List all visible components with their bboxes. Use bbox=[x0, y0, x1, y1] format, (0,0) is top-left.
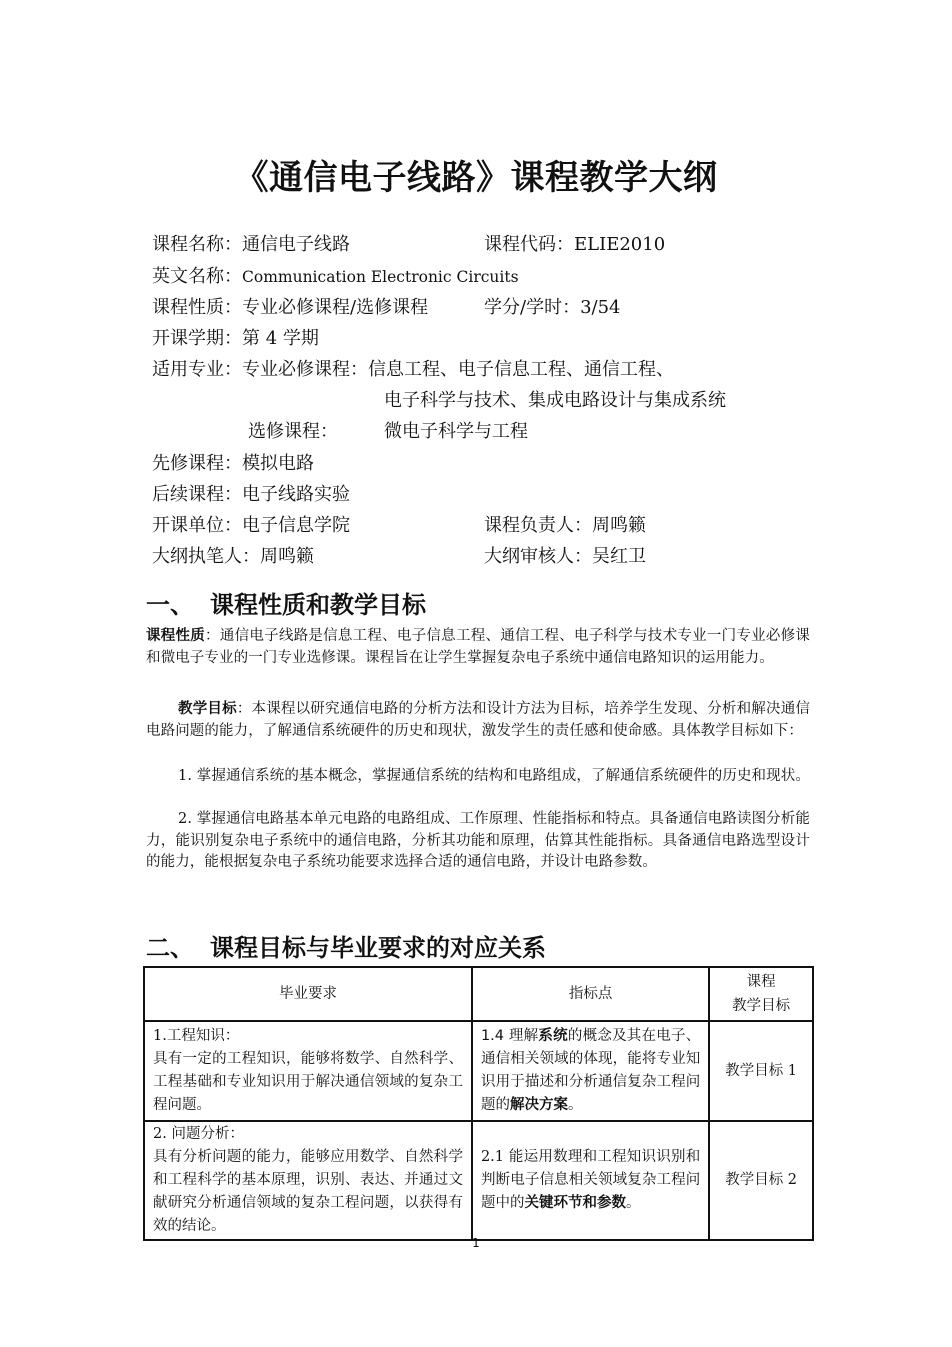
reviewer-label: 大纲审核人： bbox=[484, 546, 592, 567]
teaching-goals-text: ：本课程以研究通信电路的分析方法和设计方法为目标，培养学生发现、分析和解决通信电路问题的能力，了解通信系统硬件的历史和现状，激发学生的责任感和使命感。具体教学目标如下： bbox=[146, 701, 810, 739]
leader-label: 课程负责人： bbox=[484, 515, 592, 536]
credits-value: 3/54 bbox=[580, 297, 621, 318]
course-name-label: 课程名称： bbox=[152, 234, 242, 255]
indicator-number: 1.4 bbox=[480, 1028, 505, 1044]
section-2-heading bbox=[146, 928, 546, 963]
semester-value: 第 4 学期 bbox=[242, 328, 319, 349]
indicator-cell bbox=[472, 1021, 709, 1121]
goal-cell: 教学目标 1 bbox=[709, 1021, 813, 1121]
requirement-title: 1.工程知识： bbox=[153, 1028, 240, 1044]
course-nature-term: 课程性质 bbox=[146, 627, 206, 644]
info-row-nature bbox=[152, 295, 621, 321]
requirement-title: 2. 问题分析： bbox=[153, 1126, 244, 1142]
semester-label: 开课学期： bbox=[152, 328, 242, 349]
table-header-row bbox=[144, 967, 813, 1021]
table-row bbox=[144, 1121, 813, 1240]
majors-label: 适用专业： bbox=[152, 359, 242, 380]
page-title: 《通信电子线路》课程教学大纲 bbox=[234, 158, 718, 198]
header-course-goal-line2: 教学目标 bbox=[732, 998, 791, 1014]
paragraph-goal-2: 2. 掌握通信电路基本单元电路的电路组成、工作原理、性能指标和特点。具备通信电路读图分析能力，能识别复杂电子系统中的通信电路，分析其功能和原理，估算其性能指标。具备通信电路选型设计的能力，能根据复杂电子系统功能要求选择合适的通信电路，并设计电路参数。 bbox=[146, 811, 810, 870]
paragraph-goal-1: 1. 掌握通信系统的基本概念，掌握通信系统的结构和电路组成，了解通信系统硬件的历史和现状。 bbox=[178, 768, 810, 784]
required-line2: 电子科学与技术、集成电路设计与集成系统 bbox=[384, 390, 726, 411]
prereq-label: 先修课程： bbox=[152, 453, 242, 474]
nature-label: 课程性质： bbox=[152, 297, 242, 318]
english-name-value: Communication Electronic Circuits bbox=[242, 268, 519, 286]
requirement-text: 具有分析问题的能力，能够应用数学、自然科学和工程科学的基本原理，识别、表达、并通过文献研究分析通信领域的复杂工程问题，以获得有效的结论。 bbox=[153, 1149, 463, 1234]
table-row bbox=[144, 1021, 813, 1121]
course-code bbox=[484, 232, 665, 258]
reviewer bbox=[484, 544, 646, 570]
credits bbox=[484, 295, 621, 321]
credits-label: 学分/学时： bbox=[484, 297, 581, 318]
course-code-value: ELIE2010 bbox=[574, 234, 666, 255]
indicator-number: 2.1 bbox=[480, 1149, 505, 1165]
course-name-value: 通信电子线路 bbox=[242, 234, 350, 255]
required-line1: 信息工程、电子信息工程、通信工程、 bbox=[368, 359, 674, 380]
elective-label: 选修课程： bbox=[248, 421, 338, 442]
info-row-course-name bbox=[152, 232, 666, 258]
info-row-prereq bbox=[152, 451, 314, 477]
info-row-followup bbox=[152, 482, 350, 508]
indicator-keyword: 解决方案 bbox=[509, 1097, 568, 1113]
indicator-text: 能运用数理和工程知识识别和判断电子信息相关领域复杂工程问题中的 bbox=[480, 1149, 701, 1211]
requirement-cell bbox=[144, 1021, 472, 1121]
section-2-number: 二、 bbox=[146, 934, 194, 962]
english-name-label: 英文名称： bbox=[152, 266, 242, 287]
elective-value: 微电子科学与工程 bbox=[384, 421, 528, 442]
unit-value: 电子信息学院 bbox=[242, 515, 350, 536]
indicator-text: 的概念及其在电子、通信相关领域的体现，能将专业知识用于描述和分析通信复杂工程问题的 bbox=[480, 1028, 701, 1113]
indicator-keyword: 系统 bbox=[538, 1028, 568, 1044]
leader bbox=[484, 513, 646, 539]
section-1-number: 一、 bbox=[146, 591, 194, 619]
required-label: 专业必修课程： bbox=[242, 359, 368, 380]
followup-label: 后续课程： bbox=[152, 484, 242, 505]
leader-value: 周鸣籁 bbox=[592, 515, 646, 536]
indicator-cell bbox=[472, 1121, 709, 1240]
requirement-cell bbox=[144, 1121, 472, 1240]
paragraph-teaching-goals bbox=[146, 698, 810, 742]
indicator-text: 理解 bbox=[504, 1028, 539, 1044]
page-number: 1 bbox=[472, 1236, 480, 1250]
requirement-text: 具有一定的工程知识，能够将数学、自然科学、工程基础和专业知识用于解决通信领域的复杂工程问题。 bbox=[153, 1051, 463, 1113]
unit-label: 开课单位： bbox=[152, 515, 242, 536]
indicator-text: 。 bbox=[567, 1097, 583, 1113]
writer-label: 大纲执笔人： bbox=[152, 546, 260, 567]
info-row-writer bbox=[152, 544, 646, 570]
course-code-label: 课程代码： bbox=[484, 234, 574, 255]
indicator-text: 。 bbox=[625, 1195, 641, 1211]
writer-value: 周鸣籁 bbox=[260, 546, 314, 567]
nature-value: 专业必修课程/选修课程 bbox=[242, 297, 429, 318]
section-1-heading bbox=[146, 585, 426, 620]
info-row-semester bbox=[152, 326, 319, 352]
section-2-title: 课程目标与毕业要求的对应关系 bbox=[210, 934, 546, 962]
paragraph-course-nature bbox=[146, 625, 810, 669]
section-1-title: 课程性质和教学目标 bbox=[210, 591, 426, 619]
goal-cell: 教学目标 2 bbox=[709, 1121, 813, 1240]
info-row-english-name bbox=[152, 264, 519, 290]
prereq-value: 模拟电路 bbox=[242, 453, 314, 474]
header-course-goal-line1: 课程 bbox=[746, 974, 776, 990]
followup-value: 电子线路实验 bbox=[242, 484, 350, 505]
header-indicator: 指标点 bbox=[472, 967, 709, 1021]
info-row-majors bbox=[152, 357, 674, 383]
course-nature-text: ：通信电子线路是信息工程、电子信息工程、通信工程、电子科学与技术专业一门专业必修课和微电子专业的一门专业选修课。课程旨在让学生掌握复杂电子系统中通信电路知识的运用能力。 bbox=[146, 628, 810, 666]
teaching-goals-term: 教学目标 bbox=[178, 700, 237, 717]
indicator-keyword: 关键环节和参数 bbox=[524, 1195, 626, 1211]
info-row-unit bbox=[152, 513, 646, 539]
reviewer-value: 吴红卫 bbox=[592, 546, 646, 567]
requirements-table bbox=[143, 966, 814, 1241]
header-course-goal bbox=[709, 967, 813, 1021]
header-graduation-requirement: 毕业要求 bbox=[144, 967, 472, 1021]
